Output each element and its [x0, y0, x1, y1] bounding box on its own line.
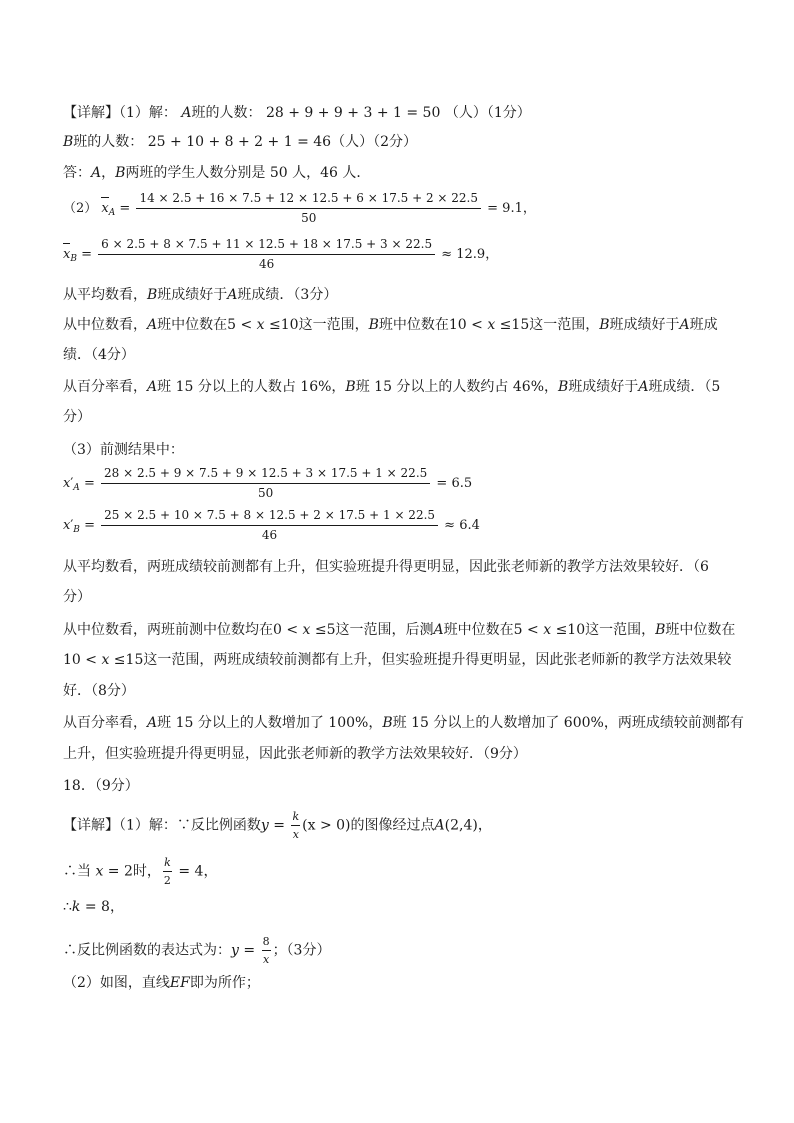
p17-line-10: 分） — [63, 409, 91, 425]
fraction: $\frac{k}{x}$ — [292, 810, 300, 841]
p17-line-12-pretest-a: $x'_A$ = $\frac{28 \times 2.5 + 9 \times 7.5 + 9 \times 12.5 + 3 \times 17.5 + 1 \times 22.5}{50}$ = 6.5 — [63, 466, 473, 500]
p17-line-5-mean-b: $x_B$ = $\frac{6 \times 2.5 + 8 \times 7.5 + 11 \times 12.5 + 18 \times 17.5 + 3 \times 22.5}{46}$ ≈ 12.9， — [63, 237, 499, 271]
p17-line-16: 从中位数看，两班前测中位数均在0 < x ≤5这一范围，后测A班中位数在5 < x ≤10这一范围，B班中位数在 — [63, 622, 736, 638]
p18-line-5: （2）如图，直线EF即为所作； — [63, 975, 260, 991]
p18-heading: 18．（9分） — [63, 778, 139, 794]
p17-line-14: 从平均数看，两班成绩较前测都有上升，但实验班提升得更明显，因此张老师新的教学方法效果较好．（6 — [63, 559, 709, 575]
p18-line-4: ∴反比例函数的表达式为：y = $\frac{8}{x}$ ；（3分） — [63, 935, 331, 966]
fraction: $\frac{8}{x}$ — [262, 935, 270, 966]
p17-line-13-pretest-b: $x'_B$ = $\frac{25 \times 2.5 + 10 \times 7.5 + 8 \times 12.5 + 2 \times 17.5 + 1 \times 22.5}{46}$ ≈ 6.4 — [63, 508, 480, 542]
p17-line-11: （3）前测结果中： — [63, 442, 184, 458]
fraction: $\frac{25 \times 2.5 + 10 \times 7.5 + 8 \times 12.5 + 2 \times 17.5 + 1 \times 22.5}{46}$ — [101, 508, 438, 543]
p17-line-17: 10 < x ≤15这一范围，两班成绩较前测都有上升，但实验班提升得更明显，因此张老师新的教学方法效果较 — [63, 652, 732, 668]
p17-line-19: 从百分率看，A班 15 分以上的人数增加了 100%，B班 15 分以上的人数增加了 600%，两班成绩较前测都有 — [63, 715, 744, 731]
detail-tag: 【详解】 — [63, 817, 119, 834]
p17-line-15: 分） — [63, 589, 91, 605]
p17-line-20: 上升，但实验班提升得更明显，因此张老师新的教学方法效果较好．（9分） — [63, 746, 527, 762]
p17-line-18: 好．（8分） — [63, 683, 135, 699]
p17-line-9: 从百分率看，A班 15 分以上的人数占 16%，B班 15 分以上的人数约占 46%，B班成绩好于A班成绩．（5 — [63, 379, 721, 395]
p18-line-3: ∴k = 8， — [63, 899, 124, 915]
p17-line-4-mean-a: （2） $x_A$ = $\frac{14 \times 2.5 + 16 \times 7.5 + 12 \times 12.5 + 6 \times 17.5 + 2 \times 22.5}{50}$ = 9.1， — [63, 191, 536, 225]
fraction: $\frac{14 \times 2.5 + 16 \times 7.5 + 12 \times 12.5 + 6 \times 17.5 + 2 \times 22.5}{50}$ — [136, 191, 481, 226]
p18-line-2: ∴当 x = 2时， $\frac{k}{2}$ = 4， — [63, 856, 218, 887]
p17-line-2: B班的人数： 25 + 10 + 8 + 2 + 1 = 46（人）（2分） — [63, 134, 417, 150]
p18-line-1: 【详解】（1）解：∵反比例函数y = $\frac{k}{x}$ (x > 0)的图像经过点A(2,4)， — [63, 810, 492, 841]
detail-tag: 【详解】 — [63, 105, 119, 121]
fraction: $\frac{k}{2}$ — [163, 856, 171, 887]
fraction: $\frac{6 \times 2.5 + 8 \times 7.5 + 11 \times 12.5 + 18 \times 17.5 + 3 \times 22.5}{46}$ — [98, 237, 435, 272]
p17-line-1: 【详解】（1）解： A班的人数： 28 + 9 + 9 + 3 + 1 = 50 （人）（1分） — [63, 105, 531, 121]
fraction: $\frac{28 \times 2.5 + 9 \times 7.5 + 9 \times 12.5 + 3 \times 17.5 + 1 \times 22.5}{50}$ — [101, 466, 430, 501]
p17-line-8: 绩．（4分） — [63, 347, 135, 363]
p17-line-6: 从平均数看，B班成绩好于A班成绩．（3分） — [63, 287, 338, 303]
p17-line-7: 从中位数看，A班中位数在5 < x ≤10这一范围，B班中位数在10 < x ≤15这一范围，B班成绩好于A班成 — [63, 317, 718, 333]
p17-line-3: 答：A，B两班的学生人数分别是 50 人，46 人． — [63, 165, 371, 181]
